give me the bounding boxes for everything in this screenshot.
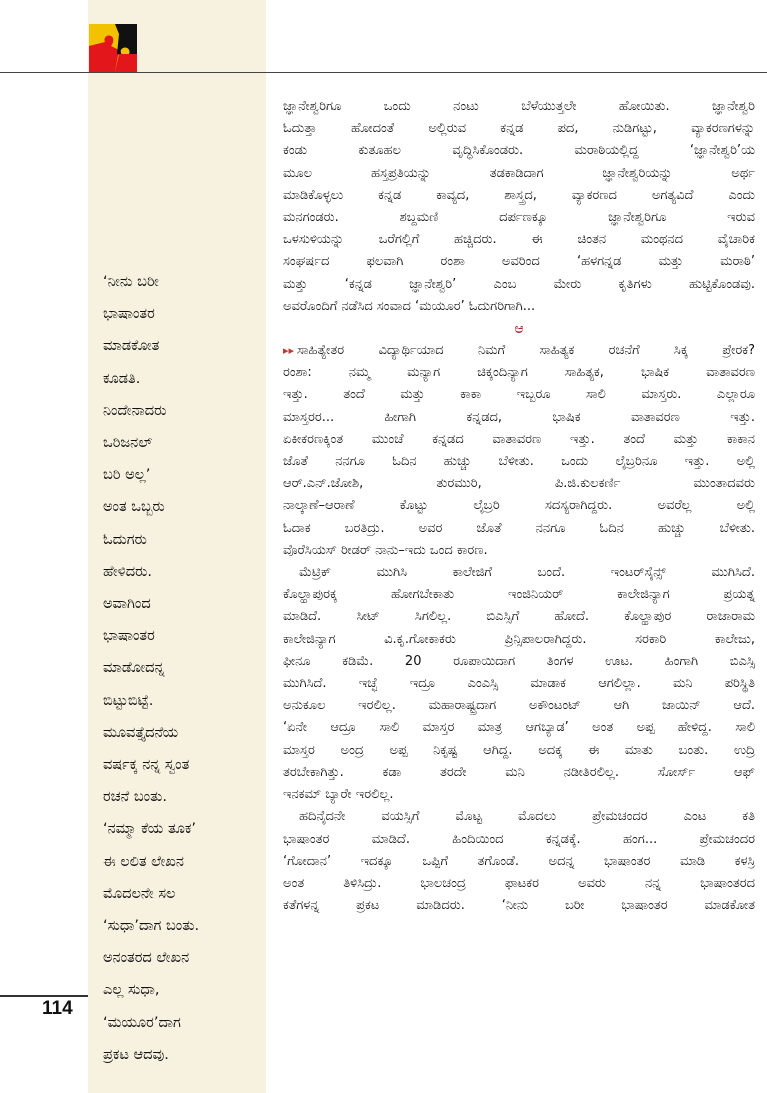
pull-quote-line: ಬಿಟ್ಟುಬಿಟ್ಟೆ. bbox=[103, 692, 154, 709]
puzzle-logo-icon bbox=[89, 24, 137, 72]
text-line: ಕಂಡು ಕುತೂಹಲ ವೃದ್ಧಿಸಿಕೊಂಡರು. ಮರಾಠಿಯಲ್ಲಿದ್ದ ‘ಜ್ಞಾನೇಶ್ವರಿ’ಯ bbox=[283, 143, 755, 159]
section-divider: ಆ bbox=[514, 321, 524, 338]
text-line: ಅನುಕೂಲ ಇರಲಿಲ್ಲ. ಮಹಾರಾಷ್ಟ್ರದಾಗ ಅಕೌಂಟಂಟ್ ಆಗಿ ಜಾಯಿನ್ ಆದೆ. bbox=[283, 698, 755, 714]
text-line: ವೊರೆಸಿಯಸ್ ರೀಡರ್ ನಾನು–ಇದು ಒಂದ ಕಾರಣ. bbox=[283, 542, 488, 558]
text-line: ಅಂತ ತಿಳಿಸಿದ್ರು. ಭಾಲಚಂದ್ರ ಫಾಟಕರ ಅವರು ನನ್ನ ಭಾಷಾಂತರದ bbox=[283, 875, 755, 891]
pull-quote-line: ಹೇಳಿದರು. bbox=[103, 563, 152, 580]
text-line: ಮಾಸ್ತರರ... ಹೀಗಾಗಿ ಕನ್ನಡದ, ಭಾಷಿಕ ವಾತಾವರಣ ಇತ್ತು. bbox=[283, 409, 755, 425]
pull-quote-line: ಬರಿ ಅಲ್ಲ’ bbox=[103, 467, 151, 484]
question-text: ಸಾಹಿತ್ಯೇತರ ವಿದ್ಯಾರ್ಥಿಯಾದ ನಿಮಗೆ ಸಾಹಿತ್ಯಕ ರಚನೆಗೆ ಸಿಕ್ಕ ಪ್ರೇರಕ? bbox=[297, 343, 755, 359]
text-line: ‘ಗೋದಾನ’ ಇದಕ್ಕೂ ಒಪ್ಪಿಗೆ ತಗೊಂಡೆ. ಅದನ್ನ ಭಾಷಾಂತರ ಮಾಡಿ ಕಳಸ್ರಿ bbox=[283, 853, 755, 869]
pull-quote-line: ಮಾಡೋದನ್ನ bbox=[103, 660, 165, 677]
pull-quote-line: ಮೊದಲನೇ ಸಲ bbox=[103, 885, 176, 902]
text-line: ಒಳಸುಳಿಯನ್ನು ಒರೆಗಲ್ಲಿಗೆ ಹಚ್ಚಿದರು. ಈ ಚಿಂತನ ಮಂಥನದ ವೈಚಾರಿಕ bbox=[283, 232, 755, 248]
text-line: ಭಾಷಾಂತರ ಮಾಡಿದೆ. ಹಿಂದಿಯಿಂದ ಕನ್ನಡಕ್ಕೆ. ಹಂಗ... ಪ್ರೇಮಚಂದರ bbox=[283, 831, 755, 847]
page-number: 114 bbox=[42, 998, 73, 1019]
pull-quote-line: ಮೂವತ್ತೈದನೆಯ bbox=[103, 724, 179, 741]
text-line: ಮನಗಂಡರು. ಶಬ್ದಮಣಿ ದರ್ಪಣಕ್ಕೂ ಜ್ಞಾನೇಶ್ವರಿಗೂ ಇರುವ bbox=[283, 210, 755, 226]
pull-quote-line: ‘ಮಯೂರ’ದಾಗ bbox=[103, 1014, 181, 1031]
text-line: ಮತ್ತು ‘ಕನ್ನಡ ಜ್ಞಾನೇಶ್ವರಿ’ ಎಂಬ ಮೇರು ಕೃತಿಗಳು ಹುಟ್ಟಿಕೊಂಡವು. bbox=[283, 276, 755, 292]
footer-rule bbox=[0, 995, 88, 997]
text-line: ಆರ್.ಎನ್.ಜೋಶಿ, ತುರಮುರಿ, ಪಿ.ಜಿ.ಕುಲಕರ್ಣಿ ಮುಂತಾದವರು bbox=[283, 476, 755, 492]
text-line: ಮಾಡಿಕೊಳ್ಳಲು ಕನ್ನಡ ಕಾವ್ಯದ, ಶಾಸ್ತ್ರದ, ವ್ಯಾಕರಣದ ಅಗತ್ಯವಿದೆ ಎಂದು bbox=[283, 187, 755, 203]
text-line: ಸಂಘರ್ಷದ ಫಲವಾಗಿ ರಂಶಾ ಅವರಿಂದ ‘ಹಳಗನ್ನಡ ಮತ್ತು ಮರಾಠಿ’ bbox=[283, 254, 755, 270]
text-line: ಅವರೊಂದಿಗೆ ನಡೆಸಿದ ಸಂವಾದ ‘ಮಯೂರ’ ಓದುಗರಿಗಾಗಿ... bbox=[283, 298, 536, 314]
arrow-icon: ▸▸ bbox=[283, 344, 295, 358]
pull-quote-line: ಎಲ್ಲ ಸುಧಾ, bbox=[103, 982, 160, 999]
text-line: ಓದುತ್ತಾ ಹೋದಂತೆ ಅಲ್ಲಿರುವ ಕನ್ನಡ ಪದ, ನುಡಿಗಟ್ಟು, ವ್ಯಾಕರಣಗಳನ್ನು bbox=[283, 121, 755, 137]
text-line: ಮೂಲ ಹಸ್ತಪ್ರತಿಯನ್ನು ತಡಕಾಡಿದಾಗ ಜ್ಞಾನೇಶ್ವರಿಯನ್ನು ಅರ್ಥ bbox=[283, 165, 755, 181]
intro-paragraph bbox=[283, 96, 755, 318]
text-line: ನಾಲ್ಕಾಣೆ–ಆರಾಣೆ ಕೊಟ್ಟು ಲೈಬ್ರರಿ ಸದಸ್ಯರಾಗಿದ್ದರು. ಅವರೆಲ್ಲ ಅಲ್ಲಿ bbox=[283, 498, 755, 514]
pull-quote bbox=[103, 266, 263, 1071]
text-line: ಇನಕಮ್ ಬ್ಯಾರೇ ಇರಲಿಲ್ಲ. bbox=[283, 787, 394, 803]
pull-quote-line: ಅಂತ ಒಬ್ಬರು bbox=[103, 499, 165, 516]
pull-quote-line: ಕೂಡತಿ. bbox=[103, 370, 141, 387]
text-line: ಮುಗಿಸಿದೆ. ಇಚ್ಛೆ ಇದ್ರೂ ಎಂಎಸ್ಸಿ ಮಾಡಾಕ ಆಗಲಿಲ್ಲಾ. ಮನಿ ಪರಿಸ್ಥಿತಿ bbox=[283, 676, 755, 692]
text-line: ತರಬೇಕಾಗಿತ್ತು. ಕಡಾ ತರದೇ ಮನಿ ನಡೀತಿರಲಿಲ್ಲ. ಸೋರ್ಸ್ ಆಫ್ bbox=[283, 764, 755, 780]
text-line: ಫೀನೂ ಕಡಿಮೆ. 20 ರೂಪಾಯಿದಾಗ ತಿಂಗಳ ಊಟ. ಹಿಂಗಾಗಿ ಬಿಎಸ್ಸಿ bbox=[283, 653, 755, 669]
pull-quote-line: ಅವಾಗಿಂದ bbox=[103, 596, 151, 613]
header-rule bbox=[0, 72, 767, 73]
pull-quote-line: ‘ನಮ್ಮಾ ಕೆಯ ತೂಕ’ bbox=[103, 821, 197, 838]
question-line bbox=[283, 340, 755, 362]
pull-quote-line: ‘ನೀನು ಬರೀ bbox=[103, 274, 159, 290]
pull-quote-line: ಈ ಲಲಿತ ಲೇಖನ bbox=[103, 853, 184, 870]
pull-quote-line: ಭಾಷಾಂತರ bbox=[103, 628, 155, 645]
pull-quote-line: ರಚನೆ ಬಂತು. bbox=[103, 789, 167, 806]
text-line: ಏಕೀಕರಣಕ್ಕಿಂತ ಮುಂಚೆ ಕನ್ನಡದ ವಾತಾವರಣ ಇತ್ತು. ತಂದೆ ಮತ್ತು ಕಾಕಾನ bbox=[283, 431, 755, 447]
text-line: ಮೆಟ್ರಿಕ್ ಮುಗಿಸಿ ಕಾಲೇಜಿಗೆ ಬಂದೆ. ಇಂಟರ್‌ಸೈನ್ಸ್ ಮುಗಿಸಿದೆ. bbox=[299, 565, 755, 581]
pull-quote-line: ‘ಸುಧಾ’ದಾಗ ಬಂತು. bbox=[103, 918, 200, 935]
pull-quote-line: ಮಾಡಕೋತ bbox=[103, 338, 160, 355]
text-line: ರಂಶಾ: ನಮ್ಮ ಮನ್ಯಾಗ ಚಿಕ್ಕಂದಿನ್ಯಾಗ ಸಾಹಿತ್ಯಕ, ಭಾಷಿಕ ವಾತಾವರಣ bbox=[283, 365, 755, 381]
text-line: ಕಾಲೇಜಿನ್ಯಾಗ ವಿ.ಕೃ.ಗೋಕಾಕರು ಪ್ರಿನ್ಸಿಪಾಲರಾಗಿದ್ದರು. ಸರಕಾರಿ ಕಾಲೇಜು, bbox=[283, 631, 755, 647]
text-line: ಕತೆಗಳನ್ನ ಪ್ರಕಟ ಮಾಡಿದರು. ‘ನೀನು ಬರೀ ಭಾಷಾಂತರ ಮಾಡಕೋತ bbox=[283, 898, 755, 914]
text-line: ಮಾಡಿದೆ. ಸೀಟ್ ಸಿಗಲಿಲ್ಲ. ಬಿಎಸ್ಸಿಗೆ ಹೋದೆ. ಕೊಲ್ಹಾಪುರ ರಾಜಾರಾಮ bbox=[283, 609, 755, 625]
text-line: ಹದಿನೈದನೇ ವಯಸ್ಸಿಗೆ ಮೊಟ್ಟ ಮೊದಲು ಪ್ರೇಮಚಂದರ ಎಂಟ ಕತಿ bbox=[299, 809, 755, 825]
pull-quote-line: ನಿಂದೇನಾದರು bbox=[103, 402, 167, 419]
text-line: ಮಾಸ್ತರ ಅಂದ್ರ ಅಪ್ಪ ನಿಕೃಷ್ಟ ಆಗಿದ್ದ. ಅದಕ್ಕ ಈ ಮಾತು ಬಂತು. ಉದ್ರಿ bbox=[283, 742, 755, 758]
text-line: ಜ್ಞಾನೇಶ್ವರಿಗೂ ಒಂದು ನಂಟು ಬೆಳೆಯುತ್ತಲೇ ಹೋಯಿತು. ಜ್ಞಾನೇಶ್ವರಿ bbox=[283, 99, 755, 114]
body-paragraph-2 bbox=[283, 562, 755, 806]
answer-paragraph bbox=[283, 362, 755, 562]
pull-quote-line: ಪ್ರಕಟ ಆದವು. bbox=[103, 1046, 169, 1063]
text-line: ಜೊತೆ ನನಗೂ ಓದಿನ ಹುಚ್ಚು ಬೆಳೀತು. ಒಂದು ಲೈಬ್ರರಿನೂ ಇತ್ತು. ಅಲ್ಲಿ bbox=[283, 454, 755, 470]
text-line: ಓದಾಕ ಬರತಿದ್ರು. ಅವರ ಜೊತೆ ನನಗೂ ಓದಿನ ಹುಚ್ಚು ಬೆಳೀತು. bbox=[283, 520, 755, 536]
text-line: ‘ಏನೇ ಆದ್ರೂ ಸಾಲಿ ಮಾಸ್ತರ ಮಾತ್ರ ಆಗಬ್ಯಾಡ’ ಅಂತ ಅಪ್ಪ ಹೇಳಿದ್ದ. ಸಾಲಿ bbox=[283, 720, 755, 736]
article-body bbox=[283, 96, 755, 917]
text-line: ಇತ್ತು. ತಂದೆ ಮತ್ತು ಕಾಕಾ ಇಬ್ಬರೂ ಸಾಲಿ ಮಾಸ್ತರು. ಎಲ್ಲಾರೂ bbox=[283, 387, 755, 403]
pull-quote-line: ಭಾಷಾಂತರ bbox=[103, 306, 155, 323]
pull-quote-line: ಒರಿಜನಲ್ bbox=[103, 435, 153, 452]
pull-quote-line: ಓದುಗರು bbox=[103, 531, 147, 548]
pull-quote-line: ಅನಂತರದ ಲೇಖನ bbox=[103, 950, 190, 967]
body-paragraph-3 bbox=[283, 806, 755, 917]
pull-quote-line: ವರ್ಷಕ್ಕ ನನ್ನ ಸ್ವಂತ bbox=[103, 757, 190, 774]
text-line: ಕೊಲ್ಹಾಪುರಕ್ಕ ಹೋಗಬೇಕಾತು ಇಂಜಿನಿಯರ್ ಕಾಲೇಜಿನ್ಯಾಗ ಪ್ರಯತ್ನ bbox=[283, 587, 755, 603]
